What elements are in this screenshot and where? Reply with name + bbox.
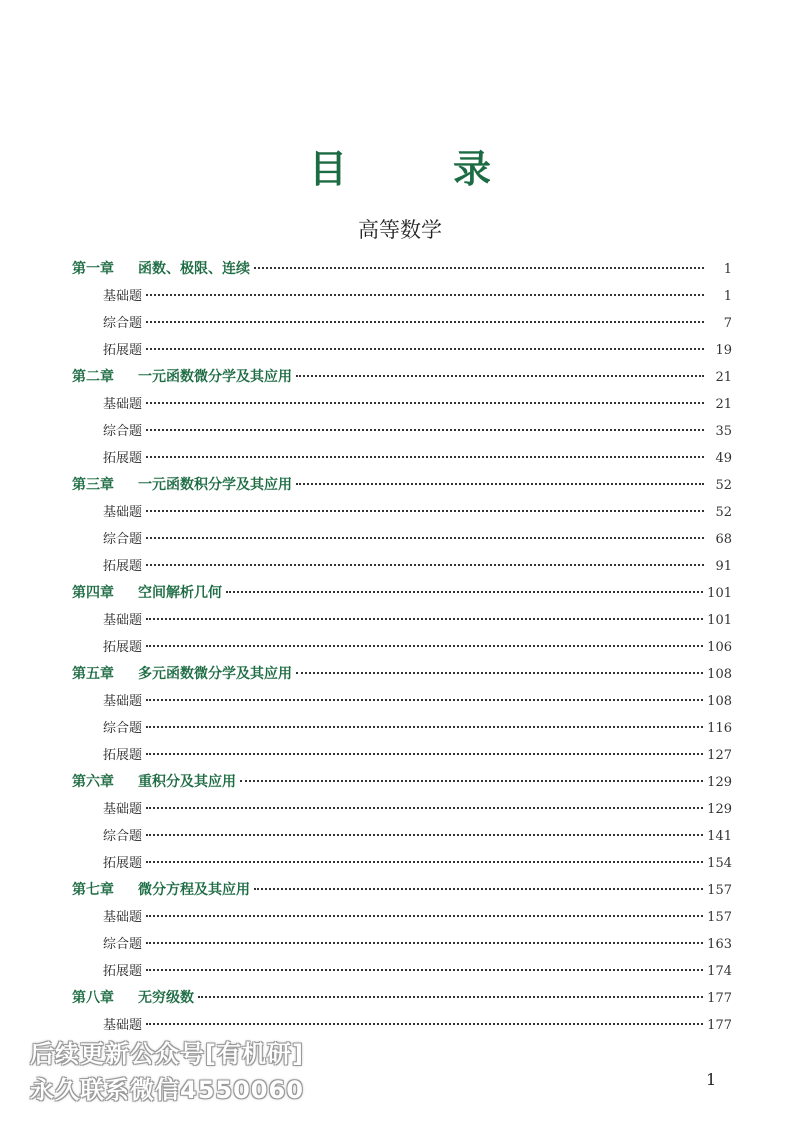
toc-section-entry[interactable] xyxy=(72,960,732,987)
section-page-number: 7 xyxy=(723,316,732,331)
dot-leader xyxy=(146,807,703,809)
section-label: 拓展题 xyxy=(103,343,143,358)
dot-leader xyxy=(240,780,703,782)
section-page-number: 174 xyxy=(707,964,732,979)
section-label: 综合题 xyxy=(103,937,143,952)
dot-leader xyxy=(146,645,703,647)
toc-section-entry[interactable] xyxy=(72,798,732,825)
section-page-number: 106 xyxy=(707,640,732,655)
toc-section-entry[interactable] xyxy=(72,717,732,744)
dot-leader xyxy=(146,294,704,296)
toc-section-entry[interactable] xyxy=(72,447,732,474)
chapter-title: 空间解析几何 xyxy=(138,585,222,601)
toc-section-entry[interactable] xyxy=(72,609,732,636)
section-label: 综合题 xyxy=(103,424,143,439)
section-page-number: 21 xyxy=(715,397,732,412)
chapter-number: 第七章 xyxy=(72,882,114,898)
section-label: 综合题 xyxy=(103,532,143,547)
dot-leader xyxy=(146,456,704,458)
chapter-number: 第二章 xyxy=(72,369,114,385)
chapter-title: 一元函数微分学及其应用 xyxy=(138,369,292,385)
chapter-number: 第五章 xyxy=(72,666,114,682)
section-label: 基础题 xyxy=(103,910,143,925)
table-of-contents xyxy=(72,258,732,1041)
toc-section-entry[interactable] xyxy=(72,555,732,582)
toc-section-entry[interactable] xyxy=(72,501,732,528)
dot-leader xyxy=(146,564,704,566)
dot-leader xyxy=(146,348,704,350)
section-label: 拓展题 xyxy=(103,964,143,979)
toc-chapter-entry[interactable] xyxy=(72,258,732,285)
section-page-number: 68 xyxy=(715,532,732,547)
dot-leader xyxy=(146,753,703,755)
chapter-page-number: 129 xyxy=(707,775,732,790)
chapter-page-number: 52 xyxy=(715,478,732,493)
chapter-title: 函数、极限、连续 xyxy=(138,261,250,277)
toc-chapter-entry[interactable] xyxy=(72,987,732,1014)
toc-section-entry[interactable] xyxy=(72,420,732,447)
toc-section-entry[interactable] xyxy=(72,339,732,366)
toc-chapter-entry[interactable] xyxy=(72,366,732,393)
section-page-number: 163 xyxy=(707,937,732,952)
section-label: 基础题 xyxy=(103,397,143,412)
section-label: 拓展题 xyxy=(103,856,143,871)
dot-leader xyxy=(254,888,703,890)
section-label: 拓展题 xyxy=(103,640,143,655)
dot-leader xyxy=(146,834,703,836)
chapter-page-number: 101 xyxy=(707,586,732,601)
dot-leader xyxy=(254,267,704,269)
toc-section-entry[interactable] xyxy=(72,744,732,771)
section-page-number: 49 xyxy=(715,451,732,466)
dot-leader xyxy=(146,699,703,701)
section-page-number: 19 xyxy=(715,343,732,358)
dot-leader xyxy=(198,996,703,998)
section-page-number: 177 xyxy=(707,1018,732,1033)
footer-page-number: 1 xyxy=(706,1070,717,1089)
toc-chapter-entry[interactable] xyxy=(72,474,732,501)
toc-section-entry[interactable] xyxy=(72,528,732,555)
section-page-number: 101 xyxy=(707,613,732,628)
section-page-number: 1 xyxy=(723,289,732,304)
dot-leader xyxy=(146,402,704,404)
section-page-number: 116 xyxy=(707,721,732,736)
section-subtitle: 高等数学 xyxy=(358,218,442,242)
section-page-number: 129 xyxy=(707,802,732,817)
dot-leader xyxy=(296,375,704,377)
toc-section-entry[interactable] xyxy=(72,285,732,312)
dot-leader xyxy=(146,726,703,728)
section-page-number: 52 xyxy=(715,505,732,520)
section-page-number: 91 xyxy=(715,559,732,574)
dot-leader xyxy=(146,321,704,323)
toc-chapter-entry[interactable] xyxy=(72,879,732,906)
toc-section-entry[interactable] xyxy=(72,690,732,717)
dot-leader xyxy=(296,672,703,674)
section-label: 基础题 xyxy=(103,289,143,304)
section-label: 基础题 xyxy=(103,505,143,520)
watermark-line-2: 永久联系微信4550060 xyxy=(30,1076,304,1104)
dot-leader xyxy=(146,861,703,863)
toc-section-entry[interactable] xyxy=(72,825,732,852)
chapter-page-number: 21 xyxy=(715,370,732,385)
dot-leader xyxy=(146,537,704,539)
chapter-title: 一元函数积分学及其应用 xyxy=(138,477,292,493)
chapter-title: 微分方程及其应用 xyxy=(138,882,250,898)
section-page-number: 154 xyxy=(707,856,732,871)
chapter-page-number: 1 xyxy=(723,262,732,277)
watermark-line-1: 后续更新公众号[有机研] xyxy=(30,1040,304,1068)
section-label: 拓展题 xyxy=(103,748,143,763)
toc-section-entry[interactable] xyxy=(72,636,732,663)
section-label: 基础题 xyxy=(103,1018,143,1033)
section-label: 综合题 xyxy=(103,316,143,331)
section-label: 基础题 xyxy=(103,694,143,709)
dot-leader xyxy=(146,510,704,512)
toc-section-entry[interactable] xyxy=(72,906,732,933)
chapter-title: 重积分及其应用 xyxy=(138,774,236,790)
toc-chapter-entry[interactable] xyxy=(72,582,732,609)
chapter-title: 多元函数微分学及其应用 xyxy=(138,666,292,682)
dot-leader xyxy=(146,942,703,944)
chapter-page-number: 108 xyxy=(707,667,732,682)
dot-leader xyxy=(146,429,704,431)
dot-leader xyxy=(146,915,703,917)
section-page-number: 35 xyxy=(715,424,732,439)
section-label: 拓展题 xyxy=(103,559,143,574)
chapter-page-number: 177 xyxy=(707,991,732,1006)
chapter-number: 第六章 xyxy=(72,774,114,790)
chapter-number: 第三章 xyxy=(72,477,114,493)
dot-leader xyxy=(226,591,703,593)
section-label: 综合题 xyxy=(103,721,143,736)
toc-section-entry[interactable] xyxy=(72,933,732,960)
chapter-page-number: 157 xyxy=(707,883,732,898)
section-page-number: 157 xyxy=(707,910,732,925)
toc-section-entry[interactable] xyxy=(72,312,732,339)
section-label: 基础题 xyxy=(103,613,143,628)
dot-leader xyxy=(146,969,703,971)
chapter-number: 第一章 xyxy=(72,261,114,277)
section-label: 基础题 xyxy=(103,802,143,817)
toc-chapter-entry[interactable] xyxy=(72,663,732,690)
chapter-number: 第八章 xyxy=(72,990,114,1006)
dot-leader xyxy=(296,483,704,485)
section-page-number: 141 xyxy=(707,829,732,844)
toc-section-entry[interactable] xyxy=(72,393,732,420)
section-label: 综合题 xyxy=(103,829,143,844)
page-title: 目 录 xyxy=(308,147,525,191)
chapter-title: 无穷级数 xyxy=(138,990,194,1006)
section-page-number: 127 xyxy=(707,748,732,763)
section-page-number: 108 xyxy=(707,694,732,709)
dot-leader xyxy=(146,1023,703,1025)
dot-leader xyxy=(146,618,703,620)
toc-chapter-entry[interactable] xyxy=(72,771,732,798)
toc-section-entry[interactable] xyxy=(72,852,732,879)
section-label: 拓展题 xyxy=(103,451,143,466)
chapter-number: 第四章 xyxy=(72,585,114,601)
